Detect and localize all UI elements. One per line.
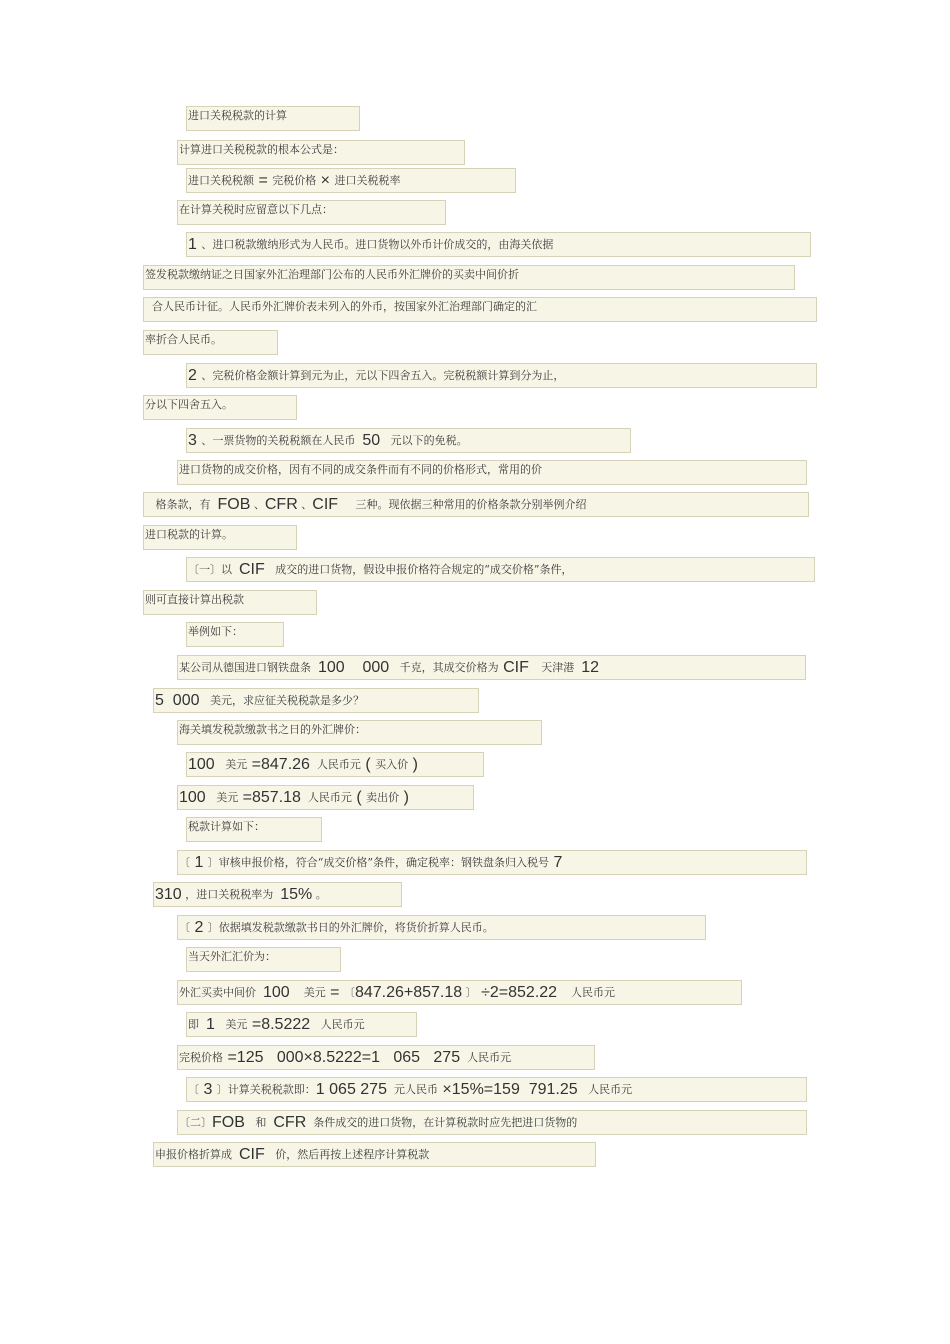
text-line: 在计算关税时应留意以下几点： bbox=[177, 200, 446, 225]
calc-line: 完税价格 =125 000×8.5222=1 065 275 人民币元 bbox=[177, 1045, 595, 1070]
text-line: 5 000 美元，求应征关税税款是多少？ bbox=[153, 688, 479, 713]
text-line: 进口税款的计算。 bbox=[143, 525, 297, 550]
text-line: 举例如下： bbox=[186, 622, 284, 647]
text-line: 某公司从德国进口钢铁盘条 100 000 千克，其成交价格为 CIF 天津港 12 bbox=[177, 655, 806, 680]
text-line: 申报价格折算成 CIF 价，然后再按上述程序计算税款 bbox=[153, 1142, 596, 1167]
text-line: 格条款，有 FOB 、 CFR 、 CIF 三种。现依据三种常用的价格条款分别举例介绍 bbox=[143, 492, 809, 517]
rate-line: 100 美元 =857.18 人民币元 ( 卖出价 ) bbox=[177, 785, 474, 810]
rate-line: 100 美元 =847.26 人民币元 ( 买入价 ) bbox=[186, 752, 484, 777]
text-line: 海关填发税款缴款书之日的外汇牌价： bbox=[177, 720, 542, 745]
text-line: 当天外汇汇价为： bbox=[186, 947, 341, 972]
text-line: 签发税款缴纳证之日国家外汇治理部门公布的人民币外汇牌价的买卖中间价折 bbox=[143, 265, 795, 290]
calc-line: 〔 3 〕计算关税税款即： 1 065 275 元人民币 ×15%=159 791.25 人民币元 bbox=[186, 1077, 807, 1102]
calc-line: 即 1 美元 =8.5222 人民币元 bbox=[186, 1012, 417, 1037]
text-line: 合人民币计征。人民币外汇牌价表未列入的外币，按国家外汇治理部门确定的汇 bbox=[143, 297, 817, 322]
text-line: 1 、进口税款缴纳形式为人民币。进口货物以外币计价成交的，由海关依据 bbox=[186, 232, 811, 257]
text-line: 3 、一票货物的关税税额在人民币 50 元以下的免税。 bbox=[186, 428, 631, 453]
text-line: 〔 1 〕审核申报价格，符合“成交价格”条件，确定税率：钢铁盘条归入税号 7 bbox=[177, 850, 807, 875]
text-line: 〔二〕 FOB 和 CFR 条件成交的进口货物，在计算税款时应先把进口货物的 bbox=[177, 1110, 807, 1135]
section-title: 进口关税税款的计算 bbox=[186, 106, 360, 131]
text-line: 率折合人民币。 bbox=[143, 330, 278, 355]
calc-line: 外汇买卖中间价 100 美元 = 〔 847.26+857.18 〕 ÷2=852.22 人民币元 bbox=[177, 980, 742, 1005]
formula-line: 进口关税税额 = 完税价格 × 进口关税税率 bbox=[186, 168, 516, 193]
text-line: 〔一〕以 CIF 成交的进口货物，假设申报价格符合规定的“成交价格”条件， bbox=[186, 557, 815, 582]
text-line: 税款计算如下： bbox=[186, 817, 322, 842]
text-line: 〔 2 〕依据填发税款缴款书日的外汇牌价，将货价折算人民币。 bbox=[177, 915, 706, 940]
text-line: 计算进口关税税款的根本公式是： bbox=[177, 140, 465, 165]
text-line: 则可直接计算出税款 bbox=[143, 590, 317, 615]
text-line: 2 、完税价格金额计算到元为止，元以下四舍五入。完税税额计算到分为止， bbox=[186, 363, 817, 388]
text-line: 310 ，进口关税税率为 15% 。 bbox=[153, 882, 402, 907]
text-line: 进口货物的成交价格，因有不同的成交条件而有不同的价格形式，常用的价 bbox=[177, 460, 807, 485]
text-line: 分以下四舍五入。 bbox=[143, 395, 297, 420]
